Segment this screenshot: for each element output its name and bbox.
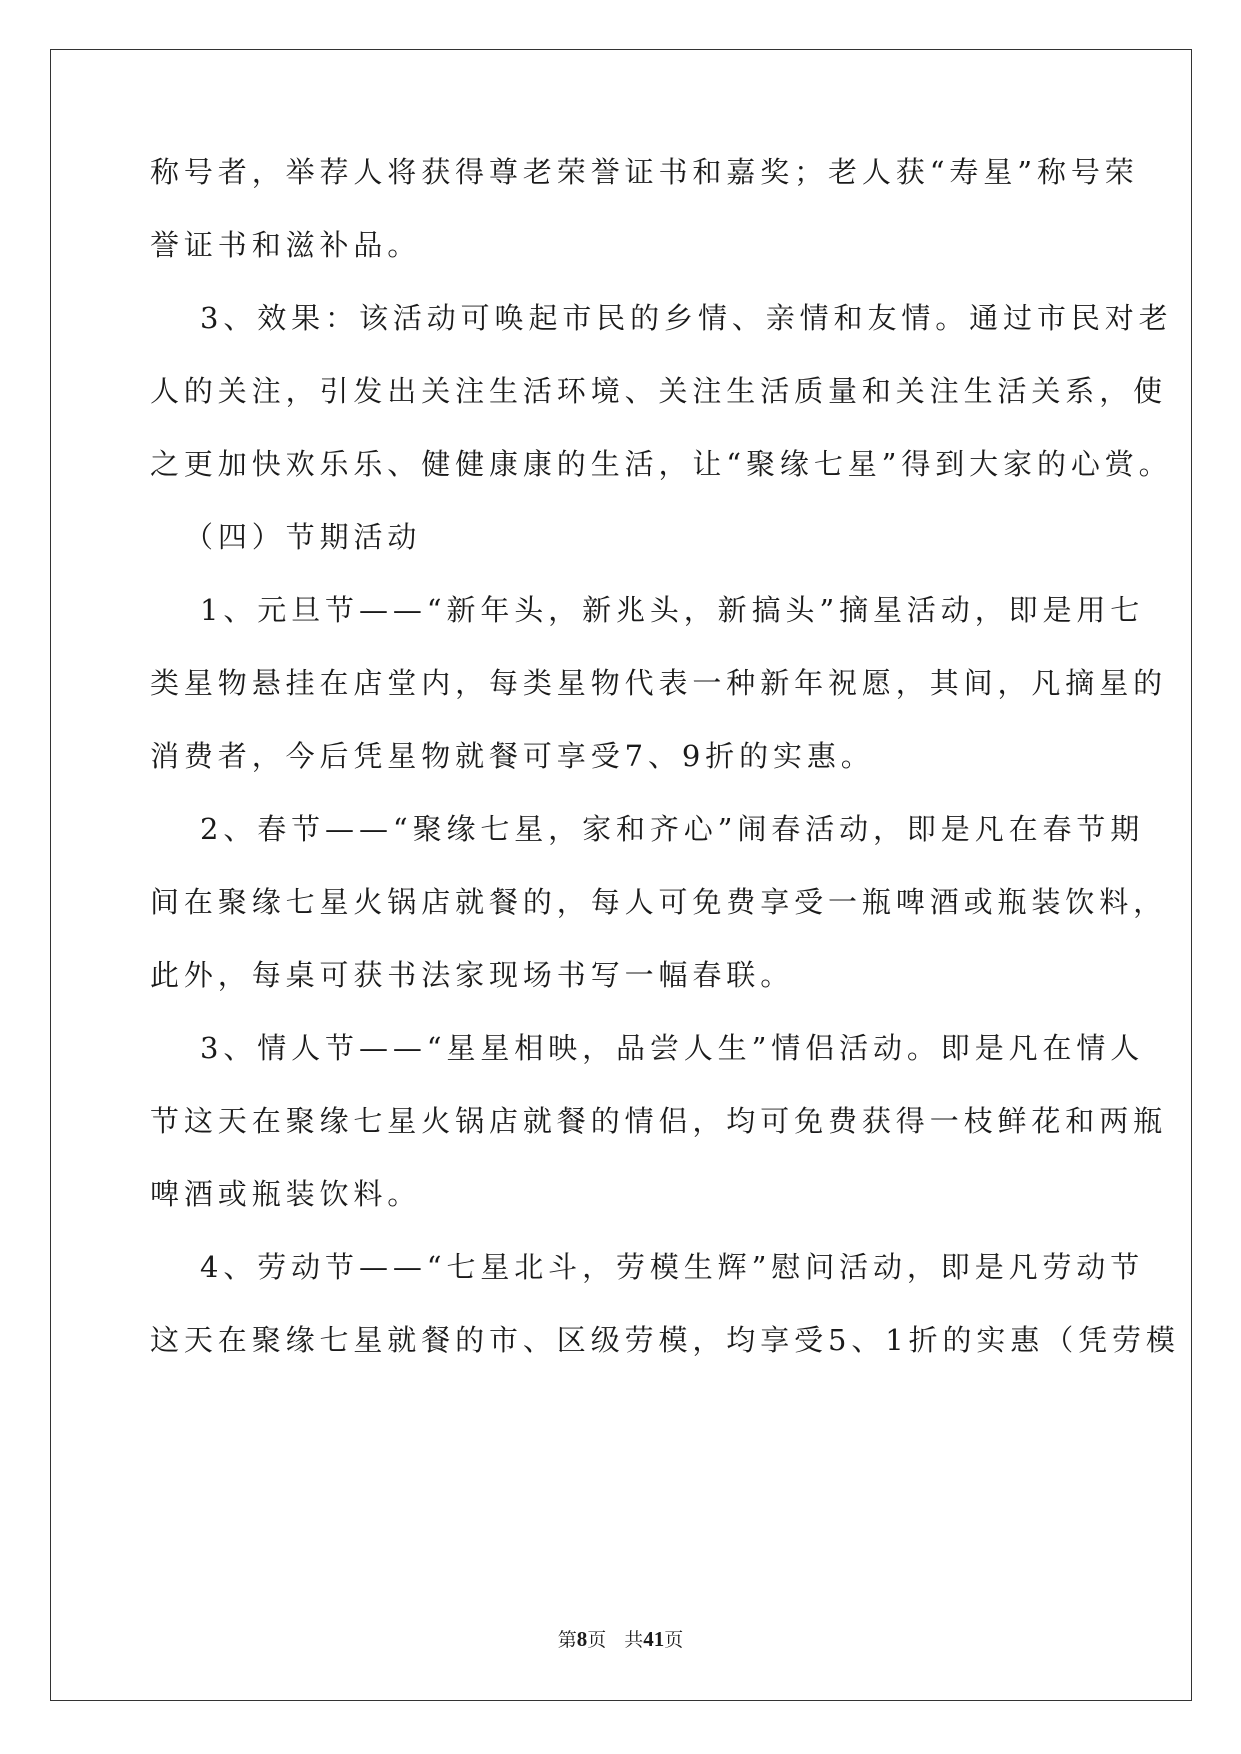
paragraph-start-line: 4、劳动节——“七星北斗，劳模生辉”慰问活动，即是凡劳动节: [200, 1250, 1145, 1284]
page-suffix: 页: [587, 1629, 607, 1651]
text-line: 之更加快欢乐乐、健健康康的生活，让“聚缘七星”得到大家的心赏。: [150, 447, 1173, 481]
page-footer: [0, 1627, 1241, 1652]
text-line: 节这天在聚缘七星火锅店就餐的情侣，均可免费获得一枝鲜花和两瓶: [150, 1104, 1168, 1138]
paragraph-start-line: 2、春节——“聚缘七星，家和齐心”闹春活动，即是凡在春节期: [200, 812, 1145, 846]
paragraph-start-line: 1、元旦节——“新年头，新兆头，新搞头”摘星活动，即是用七: [200, 593, 1145, 627]
text-line: 类星物悬挂在店堂内，每类星物代表一种新年祝愿，其间，凡摘星的: [150, 666, 1168, 700]
total-suffix: 页: [664, 1629, 684, 1651]
text-line: 啤酒或瓶装饮料。: [150, 1177, 422, 1211]
text-line: 这天在聚缘七星就餐的市、区级劳模，均享受5、1折的实惠（凭劳模: [150, 1323, 1180, 1357]
text-line: 誉证书和滋补品。: [150, 228, 422, 262]
total-prefix: 共: [624, 1629, 644, 1651]
page-number: 8: [576, 1627, 588, 1651]
page-border: [50, 49, 1192, 1701]
page-prefix: 第: [557, 1629, 577, 1651]
text-line: 人的关注，引发出关注生活环境、关注生活质量和关注生活关系，使: [150, 374, 1168, 408]
section-heading: （四）节期活动: [184, 520, 422, 554]
total-pages: 41: [643, 1627, 665, 1651]
text-line: 消费者，今后凭星物就餐可享受7、9折的实惠。: [150, 739, 875, 773]
text-line: 间在聚缘七星火锅店就餐的，每人可免费享受一瓶啤酒或瓶装饮料，: [150, 885, 1168, 919]
text-line: 称号者，举荐人将获得尊老荣誉证书和嘉奖；老人获“寿星”称号荣: [150, 155, 1139, 189]
text-line: 此外，每桌可获书法家现场书写一幅春联。: [150, 958, 795, 992]
paragraph-start-line: 3、效果：该活动可唤起市民的乡情、亲情和友情。通过市民对老: [200, 301, 1173, 335]
paragraph-start-line: 3、情人节——“星星相映，品尝人生”情侣活动。即是凡在情人: [200, 1031, 1145, 1065]
